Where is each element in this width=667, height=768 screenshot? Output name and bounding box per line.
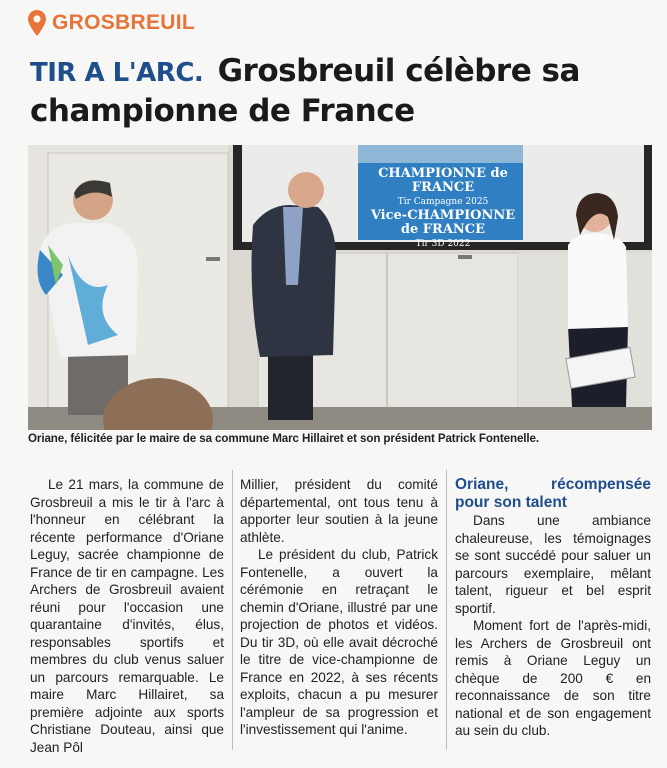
headline: [30, 52, 650, 130]
location-pin-icon: [28, 10, 46, 36]
headline-title: Grosbreuil célèbre sa championne de France: [30, 53, 580, 129]
paragraph: Le président du club, Patrick Fontenelle, a ouvert la cérémonie en retraçant le chemin d'Oriane, illustré par une projection de photos et vidéos. Du tir 3D, où elle avait décroché le titre de vice-championne de France en 2022, à ses récents exploits, chacun a pu mesurer l'ampleur de sa progression et l'investissement qui l'anime.: [240, 547, 438, 737]
slide-line-1: CHAMPIONNE de FRANCE: [378, 166, 508, 195]
column-divider: [446, 470, 447, 750]
paragraph: Millier, président du comité départemental, ont tous tenu à apporter leur soutien à la jeune athlète.: [240, 477, 438, 545]
photo-caption: Oriane, félicitée par le maire de sa commune Marc Hillairet et son président Patrick Fontenelle.: [28, 432, 540, 445]
article-column-3: [455, 476, 651, 740]
article-photo: [28, 145, 652, 430]
article-column-2: [240, 476, 438, 739]
section-kicker: [28, 10, 195, 36]
slide-line-4: Tir 3D 2022: [415, 239, 471, 249]
paragraph: Moment fort de l'après-midi, les Archers de Grosbreuil ont remis à Oriane Leguy un chèque de 200 € en reconnaissance de son titre national et de son engagement au sein du club.: [455, 618, 651, 738]
slide-line-2: Tir Campagne 2025: [397, 197, 489, 207]
paragraph: Le 21 mars, la commune de Grosbreuil a mis le tir à l'arc à l'honneur en célébrant la récente performance d'Oriane Leguy, sacrée championne de France de tir en campagne. Les Archers de Grosbreuil avaient réuni pour l'occasion une quarantaine d'invités, élus, responsables sportifs et membres du club venus saluer un parcours remarquable. Le maire Marc Hillairet, sa première adjointe aux sports Christiane Douteau, ainsi que Jean Pôl: [30, 477, 224, 755]
article-column-1: [30, 476, 224, 756]
paragraph: Dans une ambiance chaleureuse, les témoignages se sont succédé pour saluer un parcours exemplaire, mêlant talent, rigueur et bel esprit sportif.: [455, 513, 651, 616]
slide-line-3: Vice-CHAMPIONNE de FRANCE: [370, 208, 516, 237]
column-divider: [232, 470, 233, 750]
section-label: GROSBREUIL: [52, 11, 196, 34]
headline-rubric: TIR A L'ARC.: [30, 58, 204, 88]
subheading: Oriane, récompensée pour son talent: [455, 476, 651, 511]
slide-text: [362, 167, 524, 251]
